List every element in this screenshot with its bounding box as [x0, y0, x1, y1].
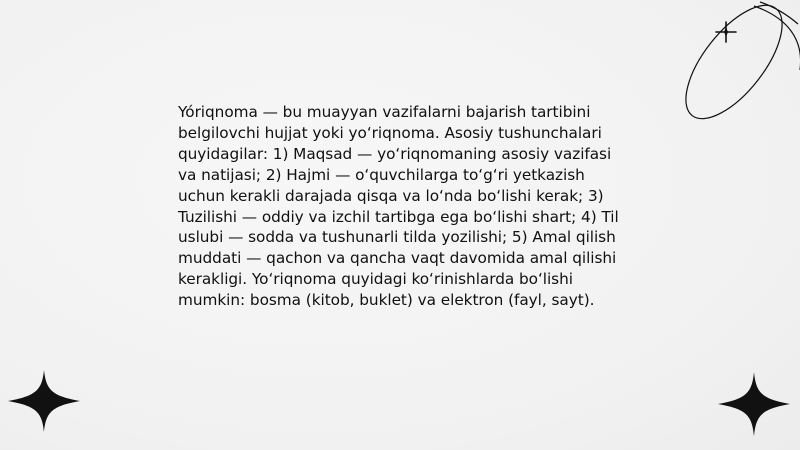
four-point-star-icon: [718, 372, 790, 436]
four-point-star-icon: [8, 370, 80, 432]
body-text: Yóriqnoma — bu muayyan vazifalarni bajarish tartibini belgilovchi hujjat yoki yoʻriqnoma. Asosiy tushunchalari quyidagilar: 1) Maqsad — yoʻriqnomaning asosiy vazifasi va natijasi; 2) Hajmi — oʻquvchilarga toʻgʻri yetkazish uchun kerakli darajada qisqa va loʻnda boʻlishi kerak; 3) Tuzilishi — oddiy va izchil tartibga ega boʻlishi shart; 4) Til uslubi — sodda va tushunarli tilda yozilishi; 5) Amal qilish muddati — qachon va qancha vaqt davomida amal qilishi kerakligi. Yoʻriqnoma quyidagi koʻrinishlarda boʻlishi mumkin: bosma (kitob, buklet) va elektron (fayl, sayt).: [178, 103, 619, 310]
orbit-sparkle-icon: [668, 0, 800, 150]
